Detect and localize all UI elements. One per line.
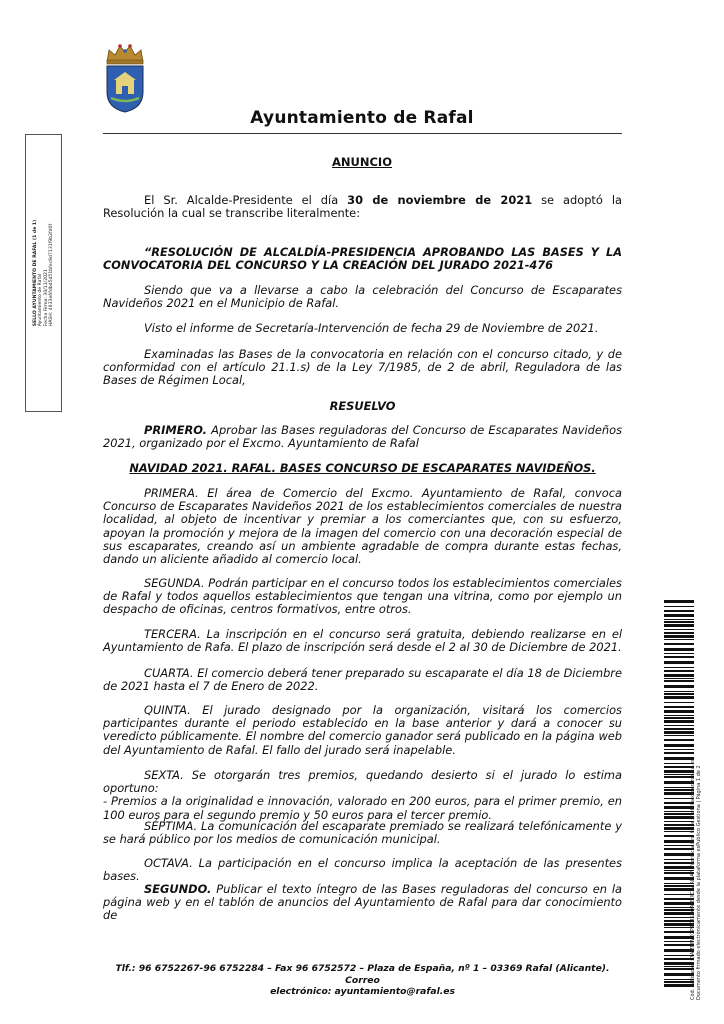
seal-line-3: Fecha Firma: 30/11/2021 xyxy=(43,269,49,327)
intro-paragraph xyxy=(103,194,622,220)
barcode-bar xyxy=(664,653,694,654)
segundo-text: Publicar el texto íntegro de las Bases reguladoras del concurso en la página web y en el tablón de anuncios del Ayuntamiento de Rafal para dar conocimiento de xyxy=(103,882,622,923)
barcode-bar xyxy=(664,680,694,682)
segundo-label: SEGUNDO. xyxy=(144,882,212,896)
resuelvo-heading: RESUELVO xyxy=(329,399,396,413)
barcode-bar xyxy=(664,720,694,723)
primero-paragraph xyxy=(103,424,622,450)
intro-text-2: se adoptó la Resolución xyxy=(103,193,622,221)
primero-label: PRIMERO. xyxy=(144,423,208,437)
barcode-bar xyxy=(664,667,694,668)
barcode-bar xyxy=(664,685,694,688)
barcode-bar xyxy=(664,725,694,726)
base-octava: OCTAVA. La participación en el concurso implica la aceptación de las presentes bases. xyxy=(103,856,622,884)
barcode-bar xyxy=(664,624,694,627)
base-segunda: SEGUNDA. Podrán participar en el concurso todos los establecimientos comerciales de Rafal y todos aquellos establecimientos que tengan una vitrina, como por ejemplo un despacho de oficinas, centros formativos, entre otros. xyxy=(103,576,622,617)
barcode-bar xyxy=(664,600,694,603)
barcode-bar xyxy=(664,691,694,692)
primero-text: Aprobar las Bases reguladoras del Concurso de Escaparates Navideños 2021, organizado por el Excmo. Ayuntamiento de Rafal xyxy=(103,423,622,451)
validation-side-text xyxy=(690,757,702,1000)
resolution-title: “RESOLUCIÓN DE ALCALDÍA-PRESIDENCIA APROBANDO LAS BASES Y LA CONVOCATORIA DEL CONCURSO Y LA CREACIÓN DEL JURADO 2021-476 xyxy=(103,246,622,273)
intro-text-1: El Sr. Alcalde-Presidente el día xyxy=(144,193,348,207)
seal-line-2: Ayuntamiento de Rafal xyxy=(38,273,44,327)
barcode-bar xyxy=(664,735,694,736)
notice-heading: ANUNCIO xyxy=(332,155,392,169)
seal-line-4: HASH: 4633e6fdbd5d51bfec8d7131f9b2fd0f xyxy=(48,223,54,327)
electronic-seal-box xyxy=(25,134,62,412)
barcode-bar xyxy=(664,696,694,699)
barcode-bar xyxy=(664,728,694,730)
barcode-bar xyxy=(664,606,694,607)
barcode-bar xyxy=(664,744,694,747)
barcode-bar xyxy=(664,635,694,638)
barcode-bar xyxy=(664,643,694,645)
footer-line-1: Tlf.: 96 6752267-96 6752284 – Fax 96 6752572 – Plaza de España, nº 1 – 03369 Rafal (Alicante). Correo xyxy=(115,963,610,986)
intro-text-3: la cual se transcribe literalmente: xyxy=(167,206,361,221)
barcode-bar xyxy=(664,621,694,623)
barcode-bar xyxy=(664,702,694,703)
barcode-bar xyxy=(664,656,694,658)
barcode-bar xyxy=(664,674,694,677)
barcode-bar xyxy=(664,610,694,612)
barcode-bar xyxy=(664,678,694,679)
base-primera: PRIMERA. El área de Comercio del Excmo. Ayuntamiento de Rafal, convoca Concurso de Escaparates Navideños 2021 de los establecimientos comerciales de nuestra localidad, al objeto de incentivar y premiar a los comerciantes que, con su esfuerzo, apoyan la promoción y mejora de la imagen del comercio con una decoración especial de sus escaparates, creando así un ambiente agradable de compra durante estas fechas, dando un aliciente añadido al comercio local. xyxy=(103,486,622,567)
header-divider xyxy=(103,133,622,134)
barcode-bar xyxy=(664,693,694,695)
barcode-bar xyxy=(664,749,694,750)
paragraph-examinadas: Examinadas las Bases de la convocatoria en relación con el concurso citado, y de conformidad con el artículo 21.1.s) de la Ley 7/1985, de 2 de abril, Reguladora de las Bases de Régimen Local, xyxy=(103,347,622,388)
barcode-bar xyxy=(664,629,694,630)
barcode-bar xyxy=(664,661,694,664)
segundo-paragraph xyxy=(103,883,622,923)
barcode-bar xyxy=(664,619,694,620)
seal-text xyxy=(33,220,55,326)
page-title: Ayuntamiento de Rafal xyxy=(250,108,474,128)
sexta-line: SEXTA. Se otorgarán tres premios, quedando desierto si el jurado lo estima oportuno: xyxy=(103,768,622,796)
paragraph-visto: Visto el informe de Secretaría-Intervención de fecha 29 de Noviembre de 2021. xyxy=(144,321,599,335)
barcode-bar xyxy=(664,670,694,672)
paragraph-siendo: Siendo que va a llevarse a cabo la celebración del Concurso de Escaparates Navideños 2021 en el Municipio de Rafal. xyxy=(103,283,622,311)
intro-date: 30 de noviembre de 2021 xyxy=(347,193,533,207)
shield-icon xyxy=(107,66,143,112)
base-quinta: QUINTA. El jurado designado por la organización, visitará los comercios participantes durante el periodo establecido en la base anterior y dará a conocer su veredicto públicamente. El nombre del comercio ganador será publicado en la página web del Ayuntamiento de Rafal. El fallo del jurado será inapelable. xyxy=(103,703,622,757)
barcode-bar xyxy=(664,632,694,634)
barcode-bar xyxy=(664,752,694,754)
base-tercera: TERCERA. La inscripción en el concurso será gratuita, debiendo realizarse en el Ayuntamiento de Rafa. El plazo de inscripción será desde el 2 al 30 de Diciembre de 2021. xyxy=(103,627,622,655)
crown-icon xyxy=(107,44,143,64)
barcode-bar xyxy=(664,614,694,617)
footer-line-2: electrónico: ayuntamiento@rafal.es xyxy=(270,986,455,997)
base-septima: SÉPTIMA. La comunicación del escaparate premiado se realizará telefónicamente y se hará público por los medios de comunicación municipal. xyxy=(103,819,622,847)
validation-line-1: Cód. Validación: 7AMMWD3PTK3SAQAH5XC9ARMAF | Verificación: https://rafal.sedelectronica.es/ xyxy=(690,757,696,1000)
validation-line-2: Documento firmado electrónicamente desde la plataforma esPublico Gestiona | Página 1 de 2 xyxy=(696,765,703,1000)
base-cuarta: CUARTA. El comercio deberá tener preparado su escaparate el día 18 de Diciembre de 2021 hasta el 7 de Enero de 2022. xyxy=(103,666,622,694)
coat-of-arms-logo xyxy=(100,40,150,114)
barcode-bar xyxy=(664,639,694,640)
barcode-bar xyxy=(664,717,694,719)
base-sexta xyxy=(103,769,622,822)
sexta-prizes: - Premios a la originalidad e innovación, valorado en 200 euros, para el primer premio, en 100 euros para el segundo premio y 50 euros para el tercer premio. xyxy=(103,794,622,822)
barcode-bar xyxy=(664,715,694,716)
barcode-bar xyxy=(664,706,694,708)
barcode-bar xyxy=(664,731,694,734)
barcode-bar xyxy=(664,739,694,741)
barcode-bar xyxy=(664,648,694,651)
page-footer xyxy=(103,963,622,998)
barcode-bar xyxy=(664,710,694,713)
bases-title: NAVIDAD 2021. RAFAL. BASES CONCURSO DE ESCAPARATES NAVIDEÑOS. xyxy=(129,461,596,475)
seal-line-1: SELLO AYUNTAMIENTO DE RAFAL (1 de 1) xyxy=(32,219,38,327)
